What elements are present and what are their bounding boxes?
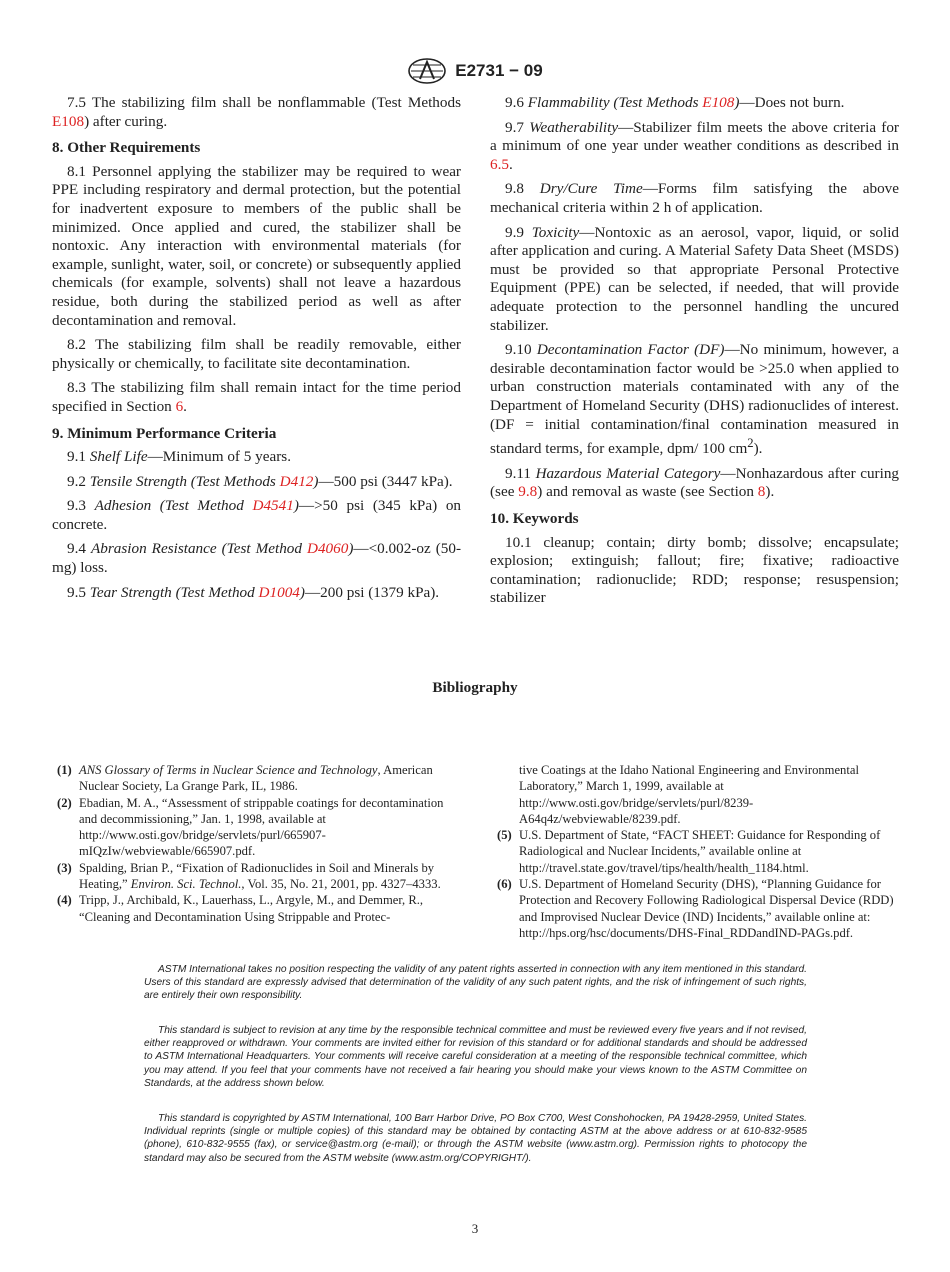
para-10-1: 10.1 cleanup; contain; dirty bomb; dissolve; encapsulate; explosion; extinguish; fallout; fire; fixative; radioactive contamination; radionuclide; RDD; response; resuspension; stabilizer — [490, 533, 899, 607]
section-10-heading: 10. Keywords — [490, 509, 579, 527]
bibliography-heading: Bibliography — [432, 679, 518, 696]
bibliography-left — [52, 762, 452, 925]
para-9-6: 9.6 Flammability (Test Methods E108)—Does not burn. — [505, 94, 845, 111]
para-8-3: 8.3 The stabilizing film shall remain intact for the time period specified in Section 6. — [52, 379, 461, 415]
para-9-1: 9.1 Shelf Life—Minimum of 5 years. — [67, 448, 291, 466]
para-8-1: 8.1 Personnel applying the stabilizer may be required to wear PPE including respiratory and dermal protection, but the potential for inadvertent exposure to members of the public shall be minimized. Once applied and cured, the stabilizer shall be nontoxic. Any interaction with environmental materials (for example, sunlight, water, soil, or concrete) or subsequently applied chemicals (for example, solvents) shall not leave a hazardous residue, both during the stabilized period as well as after decontamination and removal. — [52, 162, 461, 329]
section-9-heading: 9. Minimum Performance Criteria — [52, 424, 277, 442]
astm-logo-icon — [407, 57, 447, 85]
para-9-5: 9.5 Tear Strength (Test Method D1004)—200 psi (1379 kPa). — [67, 583, 440, 601]
para-9-7: 9.7 Weatherability—Stabilizer film meets the above criteria for a minimum of one year under weather conditions as described in 6.5. — [490, 118, 899, 173]
para-9-11: 9.11 Hazardous Material Category—Nonhazardous after curing (see 9.8) and removal as waste (see Section 8). — [490, 464, 900, 501]
bib-entry-2: (2) Ebadian, M. A., “Assessment of strippable coatings for decontamination and decommissioning,” Jan. 1, 1998, available at http://www.osti.gov/bridge/servlets/purl/665907-mIQzIw/webviewable/665907.pdf. — [57, 795, 444, 859]
ref-d1004-link[interactable]: D1004 — [258, 583, 300, 601]
ref-9-8-link[interactable]: 9.8 — [518, 483, 538, 501]
para-9-2: 9.2 Tensile Strength (Test Methods D412)—500 psi (3447 kPa). — [67, 472, 453, 490]
bib-entry-6: (6) U.S. Department of Homeland Security (DHS), “Planning Guidance for Protection and Recovery Following Radiological Dispersal Device (RDD) and Improvised Nuclear Device (IND) Incidents,” available online at: http://hps.org/hsc/documents/DHS-Final_RDDandIND-PAGs.pdf. — [497, 877, 894, 940]
page-header — [0, 57, 950, 85]
bibliography-right — [492, 762, 897, 941]
para-8-2: 8.2 The stabilizing film shall be readily removable, either physically or chemically, to facilitate site decontamination. — [52, 336, 461, 372]
para-9-4: 9.4 Abrasion Resistance (Test Method D4060)—<0.002-oz (50-mg) loss. — [52, 540, 462, 577]
bib-entry-3: (3) Spalding, Brian P., “Fixation of Radionuclides in Soil and Minerals by Heating,” Environ. Sci. Technol., Vol. 35, No. 21, 2001, pp. 4327–4333. — [57, 860, 441, 892]
left-column — [52, 94, 461, 608]
ref-6-5-link[interactable]: 6.5 — [490, 155, 509, 173]
para-7-5: 7.5 The stabilizing film shall be nonflammable (Test Methods E108) after curing. — [52, 94, 461, 130]
standard-designation: E2731 − 09 — [455, 61, 543, 80]
ref-d4541-link[interactable]: D4541 — [252, 497, 294, 515]
page-number: 3 — [471, 1221, 479, 1236]
bib-entry-4: (4) Tripp, J., Archibald, K., Lauerhass, L., Argyle, M., and Demmer, R., “Cleaning and Decontamination Using Strippable and Protec- — [57, 893, 424, 924]
para-9-10: 9.10 Decontamination Factor (DF)—No minimum, however, a desirable decontamination factor would be >25.0 when applied to urban construction materials contaminated with any of the Department of Homeland Security (DHS) radionuclides of interest. (DF = initial contamination/final contamination measured in standard terms, for example, dpm/ 100 $cm^2$). — [490, 341, 899, 458]
bib-entry-5: (5) U.S. Department of State, “FACT SHEET: Guidance for Responding of Radiological and Nuclear Incidents,” available online at http://travel.state.gov/travel/tips/health/health_1184.html. — [497, 828, 881, 875]
bib-entry-1: (1) ANS Glossary of Terms in Nuclear Science and Technology, American Nuclear Society, La Grange Park, IL, 1986. — [57, 763, 433, 794]
bib-entry-4-continued: tive Coatings at the Idaho National Engineering and Environmental Laboratory,” March 1, 1999, available at http://www.osti.gov/bridge/servlets/purl/8239-A64q4z/webviewable/8239.pdf. — [519, 763, 859, 826]
section-8-heading: 8. Other Requirements — [52, 139, 201, 157]
para-9-3: 9.3 Adhesion (Test Method D4541)—>50 psi (345 kPa) on concrete. — [52, 497, 462, 533]
para-9-9: 9.9 Toxicity—Nontoxic as an aerosol, vapor, liquid, or solid after application and curing. A Material Safety Data Sheet (MSDS) must be provided so that appropriate Personal Protective Equipment (PPE) can be selected, if needed, that will provide adequate protection to the personnel handling the uncured stabilizer. — [490, 223, 900, 334]
ref-e108-link[interactable]: E108 — [52, 112, 85, 130]
right-column — [490, 94, 899, 614]
ref-d4060-link[interactable]: D4060 — [306, 540, 349, 558]
ref-section-6-link[interactable]: 6 — [175, 397, 184, 415]
para-9-8: 9.8 Dry/Cure Time—Forms film satisfying the above mechanical criteria within 2 h of application. — [490, 180, 900, 216]
copyright-notice: This standard is copyrighted by ASTM International, 100 Barr Harbor Drive, PO Box C700, West Conshohocken, PA 19428-2959, United States. Individual reprints (single or multiple copies) of this standard may be obtained by contacting ASTM at the above address or at 610-832-9585 (phone), 610-832-9555 (fax), or service@astm.org (e-mail); or through the ASTM website (www.astm.org). Permission rights to photocopy the standard may also be secured from the ASTM website (www.astm.org/COPYRIGHT/). — [144, 1113, 807, 1164]
ref-d412-link[interactable]: D412 — [279, 472, 314, 490]
ref-e108-link[interactable]: E108 — [702, 94, 735, 111]
ref-section-8-link[interactable]: 8 — [757, 483, 766, 501]
revision-notice: This standard is subject to revision at any time by the responsible technical committee and must be reviewed every five years and if not revised, either reapproved or withdrawn. Your comments are invited either for revision of this standard or for additional standards and should be addressed to ASTM International Headquarters. Your comments will receive careful consideration at a meeting of the responsible technical committee, which you may attend. If you feel that your comments have not received a fair hearing you should make your views known to the ASTM Committee on Standards, at the address shown below. — [144, 1025, 807, 1089]
patent-notice: ASTM International takes no position respecting the validity of any patent rights asserted in connection with any item mentioned in this standard. Users of this standard are expressly advised that determination of the validity of any such patent rights, and the risk of infringement of such rights, are entirely their own responsibility. — [144, 964, 807, 1002]
